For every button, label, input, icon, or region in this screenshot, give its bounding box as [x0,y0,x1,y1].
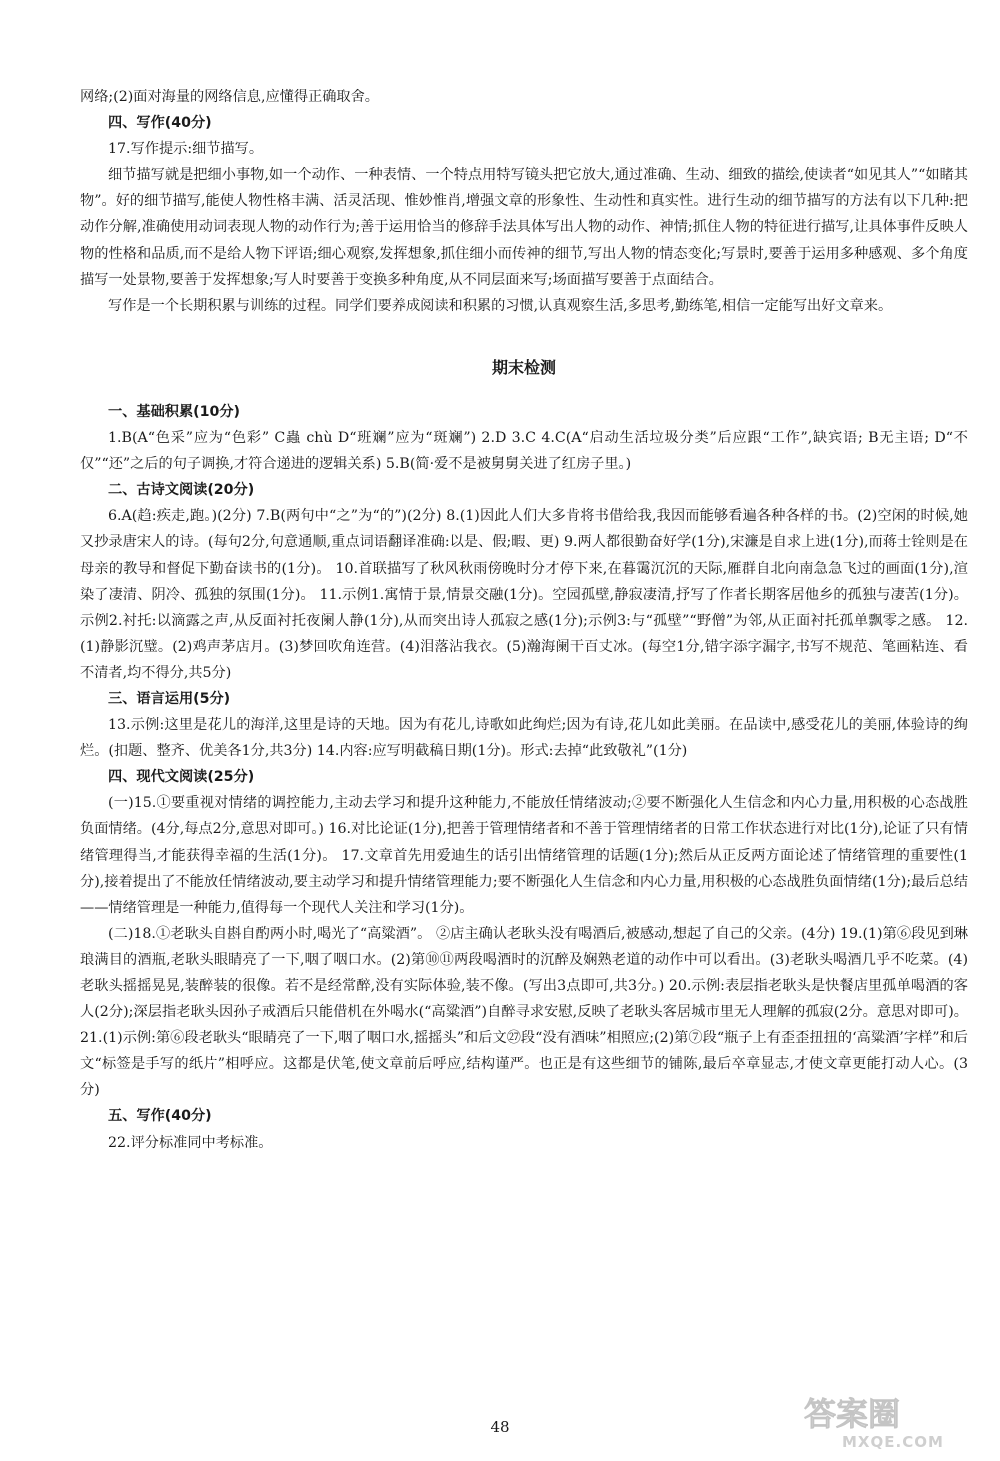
section-heading: 三、语言运用(5分) [108,690,231,707]
paragraph: 22.评分标准同中考标准。 [108,1134,273,1151]
page-number: 48 [490,1418,510,1436]
paragraph: 6.A(趋:疾走,跑。)(2分) 7.B(两句中“之”为“的”)(2分) 8.(1)因此人们大多肯将书借给我,我因而能够看遍各种各样的书。(2)空闲的时候,她又抄录唐宋人的诗。(每句2分,句意通顺,重点词语翻译准确:以是、假;暇、更) 9.两人都很勤奋好学(1分),宋濂是自求上进(1分),而蒋士铨则是在母亲的教导和督促下勤奋读书的(1分)。 10.首联描写了秋风秋雨傍晚时分才停下来,在暮霭沉沉的天际,雁群自北向南急急飞过的画面(1分),渲染了凄清、阴冷、孤独的氛围(1分)。 11.示例1.寓情于景,情景交融(1分)。空园孤壁,静寂凄清,抒写了作者长期客居他乡的孤独与凄苦(1分)。示例2.衬托:以滴露之声,从反面衬托夜阑人静(1分),从而突出诗人孤寂之感(1分);示例3:与“孤壁”“野僧”为邻,从正面衬托孤单飘零之感。 12.(1)静影沉璧。(2)鸡声茅店月。(3)梦回吹角连营。(4)泪落沾我衣。(5)瀚海阑干百丈冰。(每空1分,错字添字漏字,书写不规范、笔画粘连、看不清者,均不得分,共5分) [80,508,968,681]
paragraph: 17.写作提示:细节描写。 [108,141,264,158]
section-heading: 二、古诗文阅读(20分) [108,482,255,499]
paragraph: 1.B(A“色采”应为“色彩” C蟲 chù D“班斓”应为“斑斓”) 2.D 3.C 4.C(A“启动生活垃圾分类”后应跟“工作”,缺宾语; B无主语; D“不仅”“还”之后的句子调换,才符合递进的逻辑关系) 5.B(简·爱不是被舅舅关进了红房子里。) [80,430,968,473]
paragraph: 细节描写就是把细小事物,如一个动作、一种表情、一个特点用特写镜头把它放大,通过准确、生动、细致的描绘,使读者“如见其人”“如睹其物”。好的细节描写,能使人物性格丰满、活灵活现、惟妙惟肖,增强文章的形象性、生动性和真实性。进行生动的细节描写的方法有以下几种:把动作分解,准确使用动词表现人物的动作行为;善于运用恰当的修辞手法具体写出人物的动作、神情;抓住人物的特征进行描写,让具体事件反映人物的性格和品质,而不是给人物下评语;细心观察,发挥想象,抓住细小而传神的细节,写出人物的情态变化;写景时,要善于运用多种感观、多个角度描写一处景物,要善于发挥想象;写人时要善于变换多种角度,从不同层面来写;场面描写要善于点面结合。 [80,167,968,288]
paragraph: (二)18.①老耿头自斟自酌两小时,喝光了“高粱酒”。 ②店主确认老耿头没有喝酒后,被感动,想起了自己的父亲。(4分) 19.(1)第⑥段见到琳琅满目的酒瓶,老耿头眼睛亮了一下,咽了咽口水。(2)第⑩⑪两段喝酒时的沉醉及娴熟老道的动作中可以看出。(3)老耿头喝酒几乎不吃菜。(4)老耿头摇摇晃晃,装醉装的很像。若不是经常醉,没有实际体验,装不像。(写出3点即可,共3分。) 20.示例:表层指老耿头是快餐店里孤单喝酒的客人(2分);深层指老耿头因孙子戒酒后只能借机在外喝水(“高粱酒”)自醉寻求安慰,反映了老耿头客居城市里无人理解的孤寂(2分。意思对即可)。 21.(1)示例:第⑥段老耿头“眼睛亮了一下,咽了咽口水,摇摇头”和后文㉗段“没有酒味”相照应;(2)第⑦段“瓶子上有歪歪扭扭的‘高粱酒’字样”和后文“标签是手写的纸片”相呼应。这都是伏笔,使文章前后呼应,结构谨严。也正是有这些细节的铺陈,最后卒章显志,才使文章更能打动人心。(3分) [80,925,968,1099]
paragraph: (一)15.①要重视对情绪的调控能力,主动去学习和提升这种能力,不能放任情绪波动;②要不断强化人生信念和内心力量,用积极的心态战胜负面情绪。(4分,每点2分,意思对即可。) 16.对比论证(1分),把善于管理情绪者和不善于管理情绪者的日常工作状态进行对比(1分),论证了只有情绪管理得当,才能获得幸福的生活(1分)。 17.文章首先用爱迪生的话引出情绪管理的话题(1分);然后从正反两方面论述了情绪管理的重要性(1分),接着提出了不能放任情绪波动,要主动学习和提升情绪管理能力;要不断强化人生信念和内心力量,用积极的心态战胜负面情绪(1分);最后总结——情绪管理是一种能力,值得每一个现代人关注和学习(1分)。 [80,795,968,916]
paragraph: 13.示例:这里是花儿的海洋,这里是诗的天地。因为有花儿,诗歌如此绚烂;因为有诗,花儿如此美丽。在品读中,感受花儿的美丽,体验诗的绚烂。(扣题、整齐、优美各1分,共3分) 14.内容:应写明截稿日期(1分)。形式:去掉“此致敬礼”(1分) [80,717,968,760]
document-page [80,84,968,1156]
watermark [742,1393,982,1451]
svg-text:答案圈: 答案圈 [803,1395,901,1433]
section-heading: 四、现代文阅读(25分) [108,769,255,786]
paragraph: 写作是一个长期积累与训练的过程。同学们要养成阅读和积累的习惯,认真观察生活,多思考,勤练笔,相信一定能写出好文章来。 [108,297,893,314]
watermark-site: MXQE.COM [842,1433,944,1451]
section-heading: 一、基础积累(10分) [108,403,241,420]
paragraph: 网络;(2)面对海量的网络信息,应懂得正确取舍。 [80,89,379,105]
section-heading: 四、写作(40分) [108,115,212,132]
section-heading: 五、写作(40分) [108,1108,212,1125]
page-title: 期末检测 [491,357,556,377]
watermark-logo-icon [742,1393,962,1433]
